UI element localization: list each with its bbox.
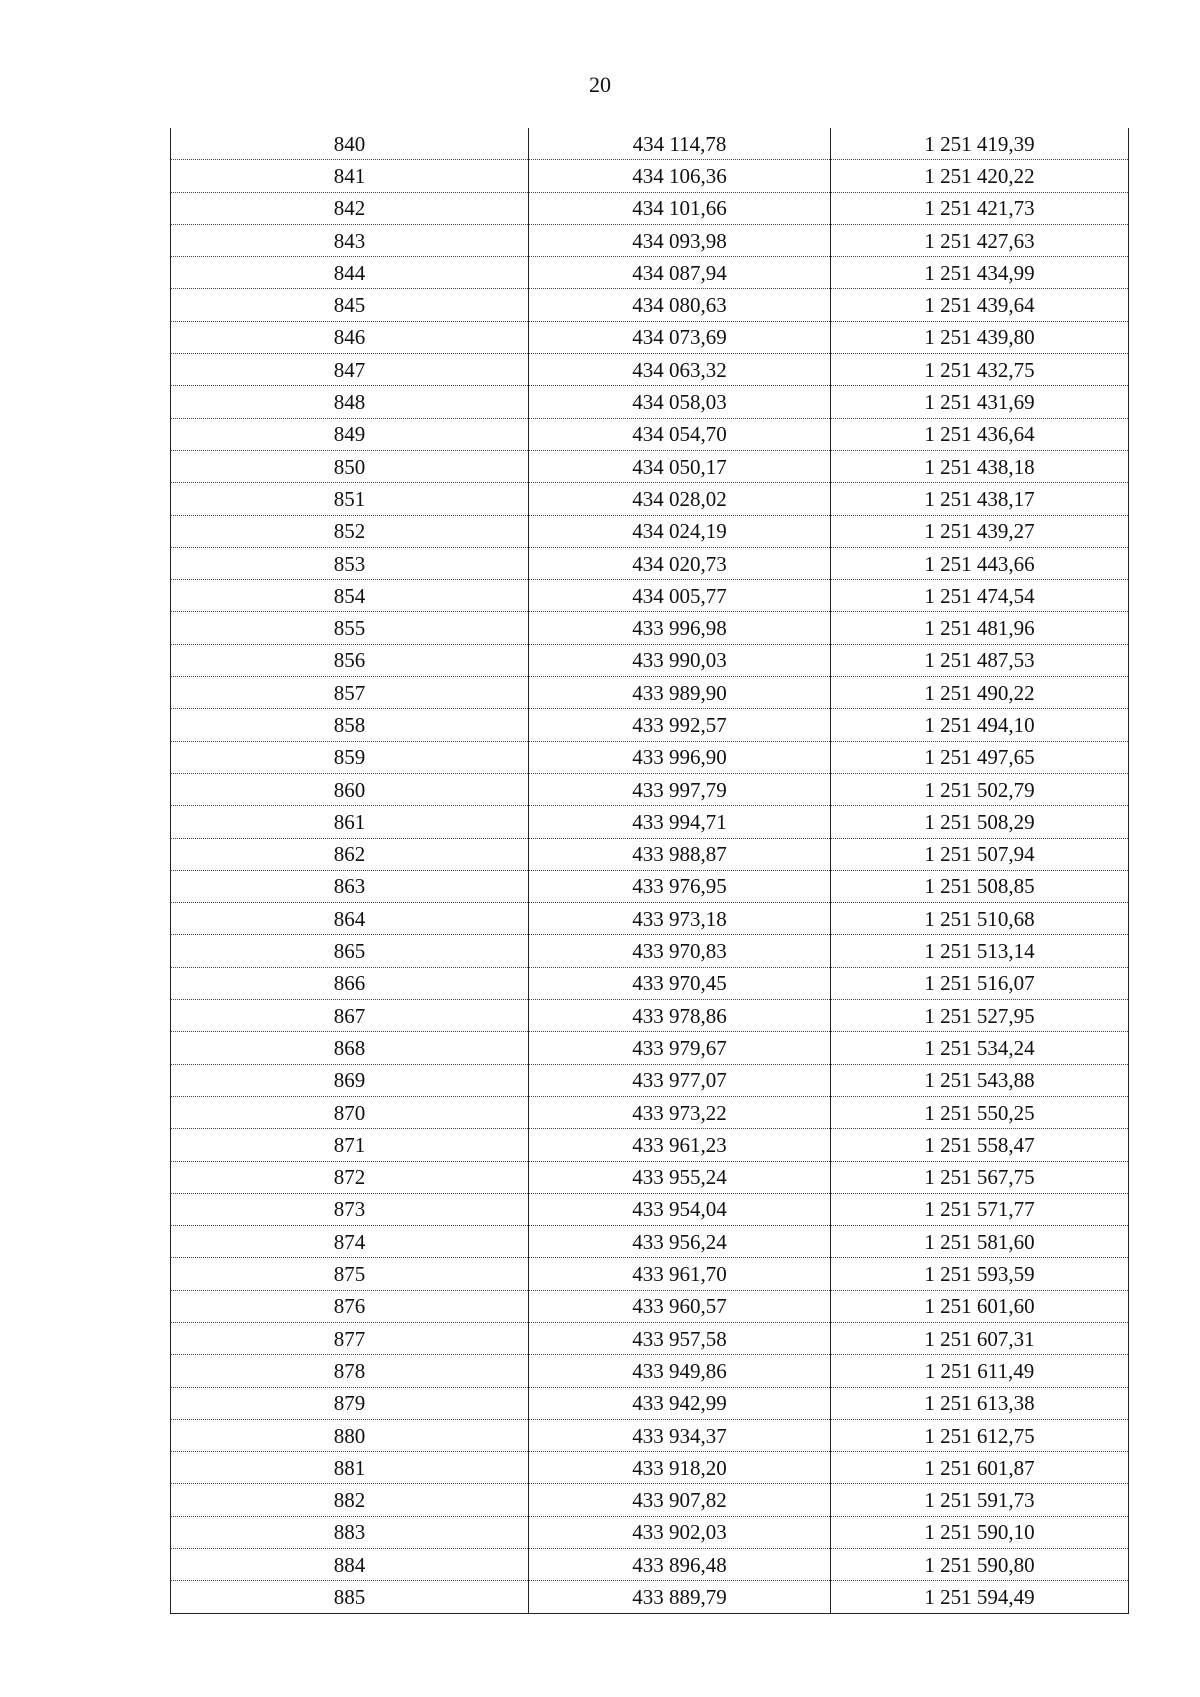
point-number-cell: 868 [171, 1032, 529, 1064]
x-coordinate-cell: 434 114,78 [529, 128, 831, 160]
y-coordinate-cell: 1 251 611,49 [831, 1355, 1129, 1387]
x-coordinate-cell: 433 934,37 [529, 1419, 831, 1451]
table-row [171, 1322, 1129, 1354]
y-coordinate-cell: 1 251 439,27 [831, 515, 1129, 547]
y-coordinate-cell: 1 251 431,69 [831, 386, 1129, 418]
table-row [171, 1419, 1129, 1451]
table-row [171, 612, 1129, 644]
x-coordinate-cell: 433 961,70 [529, 1258, 831, 1290]
y-coordinate-cell: 1 251 558,47 [831, 1129, 1129, 1161]
y-coordinate-cell: 1 251 438,17 [831, 483, 1129, 515]
table-row [171, 1161, 1129, 1193]
table-row [171, 1129, 1129, 1161]
point-number-cell: 859 [171, 741, 529, 773]
table-row [171, 741, 1129, 773]
table-row [171, 1484, 1129, 1516]
x-coordinate-cell: 434 101,66 [529, 192, 831, 224]
point-number-cell: 854 [171, 580, 529, 612]
table-row [171, 838, 1129, 870]
point-number-cell: 866 [171, 967, 529, 999]
y-coordinate-cell: 1 251 436,64 [831, 418, 1129, 450]
table-row [171, 870, 1129, 902]
point-number-cell: 869 [171, 1064, 529, 1096]
table-row [171, 1000, 1129, 1032]
point-number-cell: 885 [171, 1581, 529, 1613]
x-coordinate-cell: 434 106,36 [529, 160, 831, 192]
y-coordinate-cell: 1 251 594,49 [831, 1581, 1129, 1613]
y-coordinate-cell: 1 251 516,07 [831, 967, 1129, 999]
y-coordinate-cell: 1 251 613,38 [831, 1387, 1129, 1419]
point-number-cell: 843 [171, 224, 529, 256]
x-coordinate-cell: 433 994,71 [529, 806, 831, 838]
point-number-cell: 862 [171, 838, 529, 870]
y-coordinate-cell: 1 251 571,77 [831, 1193, 1129, 1225]
y-coordinate-cell: 1 251 494,10 [831, 709, 1129, 741]
table-row [171, 1096, 1129, 1128]
x-coordinate-cell: 433 976,95 [529, 870, 831, 902]
x-coordinate-cell: 433 997,79 [529, 773, 831, 805]
x-coordinate-cell: 434 073,69 [529, 321, 831, 353]
table-row [171, 257, 1129, 289]
point-number-cell: 846 [171, 321, 529, 353]
table-row [171, 644, 1129, 676]
y-coordinate-cell: 1 251 421,73 [831, 192, 1129, 224]
y-coordinate-cell: 1 251 593,59 [831, 1258, 1129, 1290]
y-coordinate-cell: 1 251 601,60 [831, 1290, 1129, 1322]
table-row [171, 1452, 1129, 1484]
point-number-cell: 848 [171, 386, 529, 418]
y-coordinate-cell: 1 251 550,25 [831, 1096, 1129, 1128]
table-row [171, 580, 1129, 612]
x-coordinate-cell: 433 902,03 [529, 1516, 831, 1548]
y-coordinate-cell: 1 251 581,60 [831, 1226, 1129, 1258]
x-coordinate-cell: 434 020,73 [529, 547, 831, 579]
x-coordinate-cell: 433 970,45 [529, 967, 831, 999]
point-number-cell: 860 [171, 773, 529, 805]
y-coordinate-cell: 1 251 434,99 [831, 257, 1129, 289]
x-coordinate-cell: 434 093,98 [529, 224, 831, 256]
y-coordinate-cell: 1 251 590,10 [831, 1516, 1129, 1548]
y-coordinate-cell: 1 251 439,64 [831, 289, 1129, 321]
point-number-cell: 851 [171, 483, 529, 515]
table-row [171, 1193, 1129, 1225]
y-coordinate-cell: 1 251 507,94 [831, 838, 1129, 870]
x-coordinate-cell: 434 058,03 [529, 386, 831, 418]
table-row [171, 967, 1129, 999]
point-number-cell: 867 [171, 1000, 529, 1032]
x-coordinate-cell: 433 957,58 [529, 1322, 831, 1354]
x-coordinate-cell: 434 080,63 [529, 289, 831, 321]
table-row [171, 935, 1129, 967]
point-number-cell: 877 [171, 1322, 529, 1354]
point-number-cell: 864 [171, 903, 529, 935]
y-coordinate-cell: 1 251 443,66 [831, 547, 1129, 579]
x-coordinate-cell: 433 990,03 [529, 644, 831, 676]
y-coordinate-cell: 1 251 567,75 [831, 1161, 1129, 1193]
x-coordinate-cell: 433 992,57 [529, 709, 831, 741]
point-number-cell: 874 [171, 1226, 529, 1258]
table-row [171, 1226, 1129, 1258]
point-number-cell: 861 [171, 806, 529, 838]
point-number-cell: 878 [171, 1355, 529, 1387]
y-coordinate-cell: 1 251 439,80 [831, 321, 1129, 353]
point-number-cell: 841 [171, 160, 529, 192]
x-coordinate-cell: 433 977,07 [529, 1064, 831, 1096]
x-coordinate-cell: 433 889,79 [529, 1581, 831, 1613]
y-coordinate-cell: 1 251 487,53 [831, 644, 1129, 676]
x-coordinate-cell: 433 970,83 [529, 935, 831, 967]
point-number-cell: 880 [171, 1419, 529, 1451]
point-number-cell: 842 [171, 192, 529, 224]
point-number-cell: 855 [171, 612, 529, 644]
x-coordinate-cell: 433 973,22 [529, 1096, 831, 1128]
x-coordinate-cell: 434 050,17 [529, 450, 831, 482]
table-row [171, 1355, 1129, 1387]
y-coordinate-cell: 1 251 438,18 [831, 450, 1129, 482]
table-row [171, 1516, 1129, 1548]
x-coordinate-cell: 434 005,77 [529, 580, 831, 612]
y-coordinate-cell: 1 251 510,68 [831, 903, 1129, 935]
y-coordinate-cell: 1 251 513,14 [831, 935, 1129, 967]
table-row [171, 1581, 1129, 1613]
point-number-cell: 882 [171, 1484, 529, 1516]
table-row [171, 386, 1129, 418]
x-coordinate-cell: 433 961,23 [529, 1129, 831, 1161]
x-coordinate-cell: 433 955,24 [529, 1161, 831, 1193]
x-coordinate-cell: 433 918,20 [529, 1452, 831, 1484]
point-number-cell: 879 [171, 1387, 529, 1419]
table-row [171, 547, 1129, 579]
x-coordinate-cell: 433 973,18 [529, 903, 831, 935]
x-coordinate-cell: 433 896,48 [529, 1549, 831, 1581]
x-coordinate-cell: 433 954,04 [529, 1193, 831, 1225]
x-coordinate-cell: 433 956,24 [529, 1226, 831, 1258]
y-coordinate-cell: 1 251 432,75 [831, 354, 1129, 386]
point-number-cell: 875 [171, 1258, 529, 1290]
x-coordinate-cell: 434 024,19 [529, 515, 831, 547]
table-row [171, 321, 1129, 353]
x-coordinate-cell: 433 996,90 [529, 741, 831, 773]
y-coordinate-cell: 1 251 419,39 [831, 128, 1129, 160]
point-number-cell: 883 [171, 1516, 529, 1548]
coordinates-table-body [171, 128, 1129, 1613]
x-coordinate-cell: 434 063,32 [529, 354, 831, 386]
point-number-cell: 870 [171, 1096, 529, 1128]
y-coordinate-cell: 1 251 474,54 [831, 580, 1129, 612]
x-coordinate-cell: 433 988,87 [529, 838, 831, 870]
table-row [171, 1064, 1129, 1096]
y-coordinate-cell: 1 251 543,88 [831, 1064, 1129, 1096]
table-row [171, 1290, 1129, 1322]
x-coordinate-cell: 433 960,57 [529, 1290, 831, 1322]
y-coordinate-cell: 1 251 481,96 [831, 612, 1129, 644]
point-number-cell: 876 [171, 1290, 529, 1322]
point-number-cell: 849 [171, 418, 529, 450]
y-coordinate-cell: 1 251 601,87 [831, 1452, 1129, 1484]
point-number-cell: 884 [171, 1549, 529, 1581]
y-coordinate-cell: 1 251 590,80 [831, 1549, 1129, 1581]
y-coordinate-cell: 1 251 612,75 [831, 1419, 1129, 1451]
point-number-cell: 873 [171, 1193, 529, 1225]
x-coordinate-cell: 434 028,02 [529, 483, 831, 515]
point-number-cell: 840 [171, 128, 529, 160]
y-coordinate-cell: 1 251 607,31 [831, 1322, 1129, 1354]
table-row [171, 515, 1129, 547]
x-coordinate-cell: 433 942,99 [529, 1387, 831, 1419]
table-row [171, 354, 1129, 386]
table-row [171, 709, 1129, 741]
table-row [171, 450, 1129, 482]
table-row [171, 160, 1129, 192]
y-coordinate-cell: 1 251 502,79 [831, 773, 1129, 805]
y-coordinate-cell: 1 251 490,22 [831, 677, 1129, 709]
y-coordinate-cell: 1 251 427,63 [831, 224, 1129, 256]
y-coordinate-cell: 1 251 591,73 [831, 1484, 1129, 1516]
coordinates-table [170, 128, 1129, 1614]
table-row [171, 1258, 1129, 1290]
table-row [171, 1387, 1129, 1419]
x-coordinate-cell: 434 054,70 [529, 418, 831, 450]
table-row [171, 418, 1129, 450]
y-coordinate-cell: 1 251 508,29 [831, 806, 1129, 838]
table-row [171, 192, 1129, 224]
point-number-cell: 847 [171, 354, 529, 386]
table-row [171, 1549, 1129, 1581]
point-number-cell: 853 [171, 547, 529, 579]
point-number-cell: 850 [171, 450, 529, 482]
table-row [171, 483, 1129, 515]
x-coordinate-cell: 433 979,67 [529, 1032, 831, 1064]
point-number-cell: 865 [171, 935, 529, 967]
point-number-cell: 856 [171, 644, 529, 676]
point-number-cell: 871 [171, 1129, 529, 1161]
table-row [171, 773, 1129, 805]
x-coordinate-cell: 433 949,86 [529, 1355, 831, 1387]
table-row [171, 289, 1129, 321]
point-number-cell: 881 [171, 1452, 529, 1484]
point-number-cell: 845 [171, 289, 529, 321]
y-coordinate-cell: 1 251 420,22 [831, 160, 1129, 192]
y-coordinate-cell: 1 251 534,24 [831, 1032, 1129, 1064]
table-row [171, 224, 1129, 256]
x-coordinate-cell: 433 978,86 [529, 1000, 831, 1032]
point-number-cell: 863 [171, 870, 529, 902]
x-coordinate-cell: 433 989,90 [529, 677, 831, 709]
y-coordinate-cell: 1 251 497,65 [831, 741, 1129, 773]
y-coordinate-cell: 1 251 508,85 [831, 870, 1129, 902]
table-row [171, 677, 1129, 709]
y-coordinate-cell: 1 251 527,95 [831, 1000, 1129, 1032]
page-number: 20 [589, 72, 611, 97]
point-number-cell: 844 [171, 257, 529, 289]
table-row [171, 128, 1129, 160]
x-coordinate-cell: 433 996,98 [529, 612, 831, 644]
x-coordinate-cell: 433 907,82 [529, 1484, 831, 1516]
table-row [171, 903, 1129, 935]
point-number-cell: 858 [171, 709, 529, 741]
point-number-cell: 852 [171, 515, 529, 547]
x-coordinate-cell: 434 087,94 [529, 257, 831, 289]
point-number-cell: 872 [171, 1161, 529, 1193]
point-number-cell: 857 [171, 677, 529, 709]
table-row [171, 1032, 1129, 1064]
table-row [171, 806, 1129, 838]
